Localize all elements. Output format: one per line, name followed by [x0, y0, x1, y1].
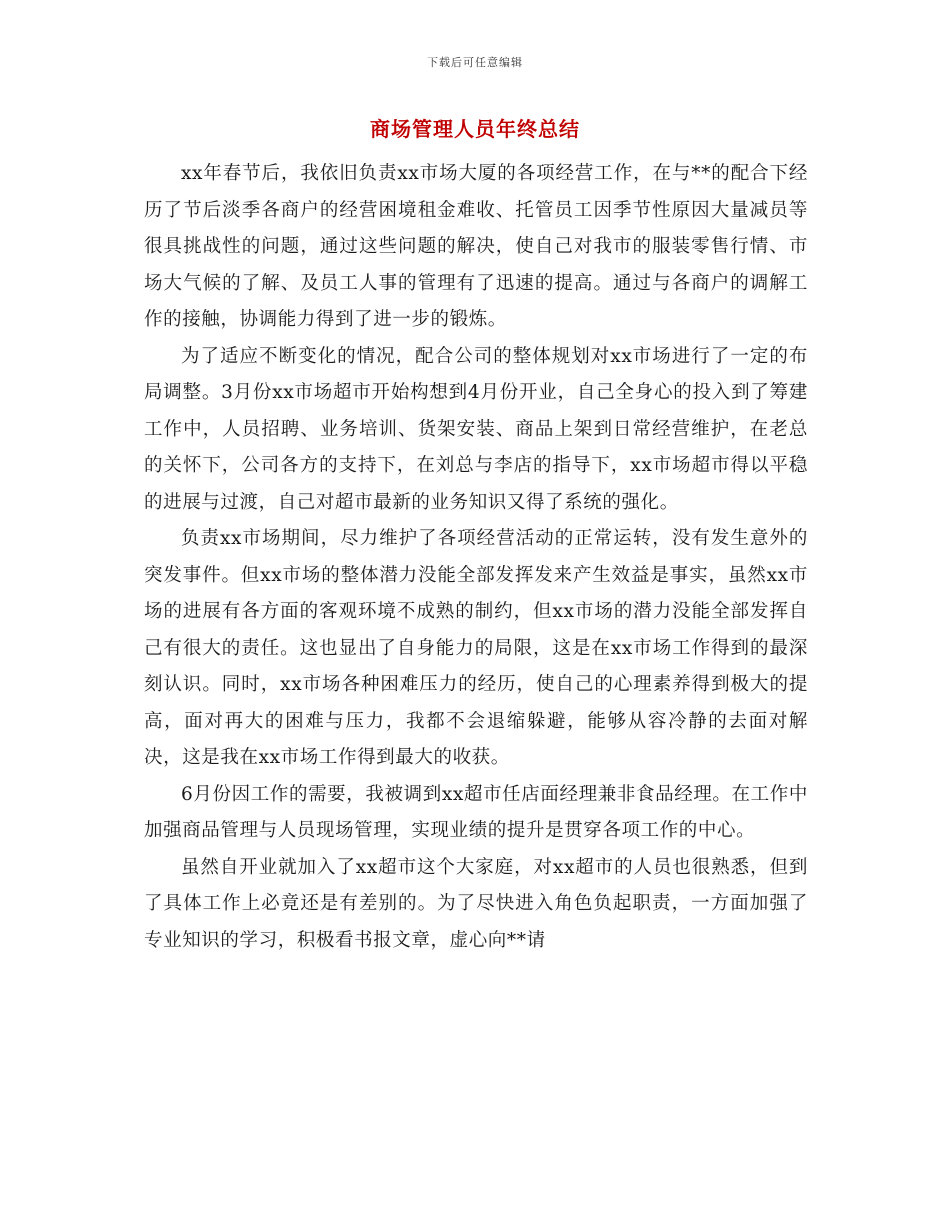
paragraph-2: 为了适应不断变化的情况，配合公司的整体规划对xx市场进行了一定的布局调整。3月份xx市场超市开始构想到4月份开业，自己全身心的投入到了筹建工作中，人员招聘、业务培训、货架安装、商品上架到日常经营维护，在老总的关怀下，公司各方的支持下，在刘总与李店的指导下，xx市场超市得以平稳的进展与过渡，自己对超市最新的业务知识又得了系统的强化。	[144, 345, 808, 513]
header-note: 下载后可任意编辑	[427, 56, 523, 69]
paragraph-4: 6月份因工作的需要，我被调到xx超市任店面经理兼非食品经理。在工作中加强商品管理与人员现场管理，实现业绩的提升是贯穿各项工作的中心。	[144, 783, 808, 841]
document-title: 商场管理人员年终总结	[370, 117, 580, 141]
paragraph-1: xx年春节后，我依旧负责xx市场大厦的各项经营工作，在与**的配合下经历了节后淡季各商户的经营困境租金难收、托管员工因季节性原因大量减员等很具挑战性的问题，通过这些问题的解决，使自己对我市的服装零售行情、市场大气候的了解、及员工人事的管理有了迅速的提高。通过与各商户的调解工作的接触，协调能力得到了进一步的锻炼。	[144, 163, 808, 330]
document-body	[144, 156, 808, 959]
paragraph-3: 负责xx市场期间，尽力维护了各项经营活动的正常运转，没有发生意外的突发事件。但xx市场的整体潜力没能全部发挥发来产生效益是事实，虽然xx市场的进展有各方面的客观环境不成熟的制约，但xx市场的潜力没能全部发挥自己有很大的责任。这也显出了自身能力的局限，这是在xx市场工作得到的最深刻认识。同时，xx市场各种困难压力的经历，使自己的心理素养得到极大的提高，面对再大的困难与压力，我都不会退缩躲避，能够从容冷静的去面对解决，这是我在xx市场工作得到最大的收获。	[144, 528, 808, 768]
paragraph-5: 虽然自开业就加入了xx超市这个大家庭，对xx超市的人员也很熟悉，但到了具体工作上必竟还是有差别的。为了尽快进入角色负起职责，一方面加强了专业知识的学习，积极看书报文章，虚心向**请	[144, 856, 808, 951]
